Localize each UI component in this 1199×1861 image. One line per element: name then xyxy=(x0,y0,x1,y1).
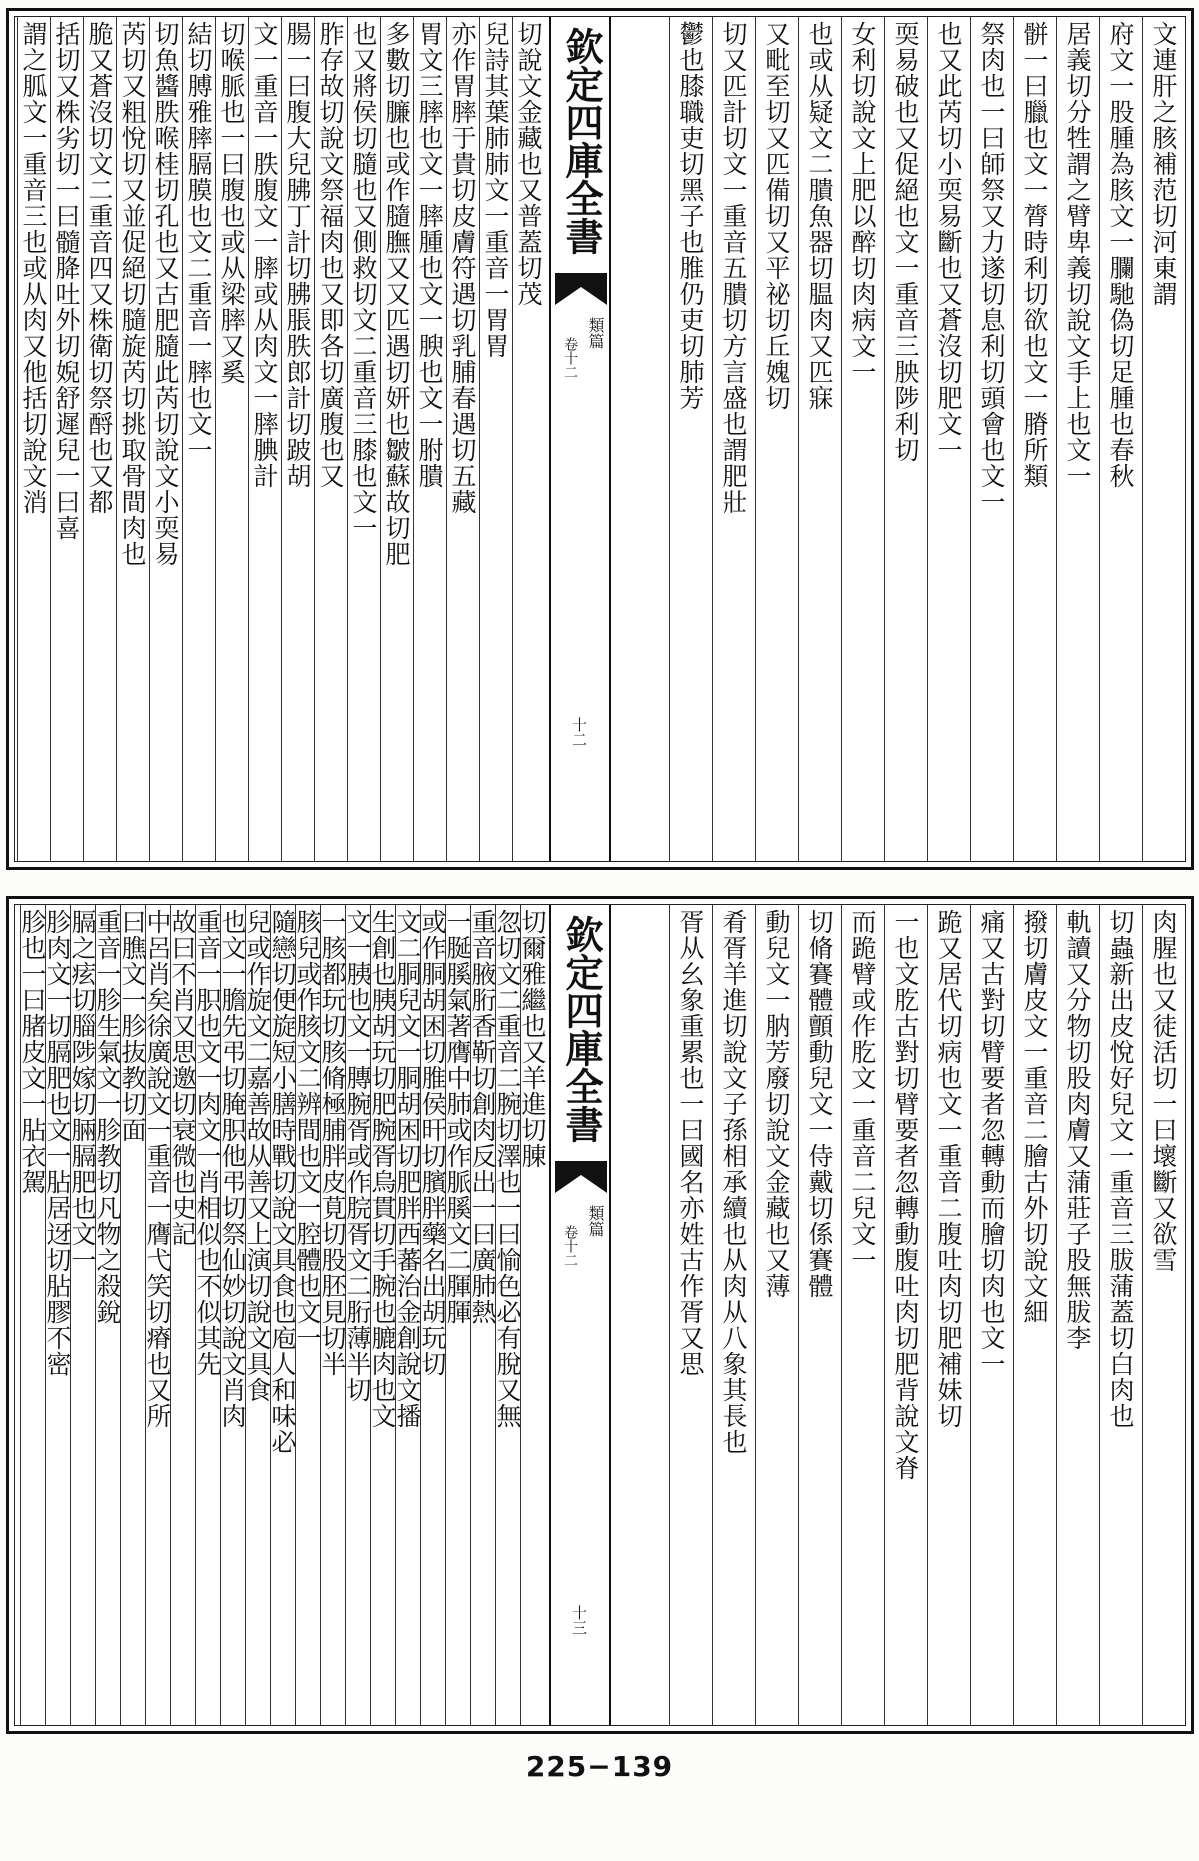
text-column: 文二胴兒文一胴胡困切肥胖西蕃治金創說文播 xyxy=(395,905,420,1725)
text-column: 切脩賽體顫動兒文一侍戴切係賽體 xyxy=(798,905,841,1725)
text-column: 一脠膎氣著膺中肺或作脈膎文二腪腪 xyxy=(445,905,470,1725)
text-column: 祭肉也一曰師祭又力遂切息利切頭會也文一 xyxy=(970,17,1013,861)
text-column: 切爾雅繼也又羊進切腖 xyxy=(520,905,545,1725)
section-meta-bottom xyxy=(561,1205,605,1435)
text-column: 或作胴胡困切脽侯旰切臏胖藥名出胡玩切 xyxy=(420,905,445,1725)
section-category: 類篇 xyxy=(586,317,605,349)
text-column: 隨戀切便旋短小膳時戰切說文具食也庖人和味必 xyxy=(270,905,295,1725)
text-column: 切蟲新出皮悅好兒文一重音三胈蒲蓋切白肉也 xyxy=(1099,905,1142,1725)
text-column: 軌讀又分物切股肉膚又蒲莊子股無胈李 xyxy=(1056,905,1099,1725)
text-column: 切魚醬胅喉桂切孔也又古肥膸此芮切說文小耎易 xyxy=(149,17,182,861)
text-column: 居義切分牲謂之臂卑義切說文手上也文一 xyxy=(1056,17,1099,861)
top-page-frame xyxy=(6,8,1194,870)
text-column: 痛又古對切臂要者忽轉動而膾切肉也文一 xyxy=(970,905,1013,1725)
bottom-right-text-block xyxy=(665,905,1185,1725)
text-column: 括切又株劣切一曰髓胮吐外切婗舒遲兒一曰喜 xyxy=(50,17,83,861)
text-column: 結切膊雅膟膈膜也文二重音一膟也文一 xyxy=(182,17,215,861)
text-column: 膈之痃切䐉陟嫁切脼膈肥也文一 xyxy=(70,905,95,1725)
text-column: 一胲都玩切胲脩極脯胖皮莧切股胚見切半 xyxy=(320,905,345,1725)
text-column: 也又此芮切小耎易斷也又蒼沒切肥文一 xyxy=(927,17,970,861)
text-column: 文一重音一胅腹文一膟或从肉文一膟腆計 xyxy=(248,17,281,861)
bottom-page-frame xyxy=(6,896,1194,1734)
bottom-page-inner-border xyxy=(14,904,1186,1726)
text-column: 胗也一曰䐗皮文一胋衣駕 xyxy=(20,905,45,1725)
text-column: 跪又居代切病也文一重音二腹吐肉切肥補妹切 xyxy=(927,905,970,1725)
text-column: 肉腥也又徒活切一曰壞斷又欲雪 xyxy=(1142,905,1185,1725)
bottom-left-text-block xyxy=(15,905,545,1725)
bottom-page-number: 十三 xyxy=(570,1605,588,1635)
text-column: 也或从疑文二膭魚器切腽肉又匹寐 xyxy=(798,17,841,861)
text-column: 忽切文二重音二腕切澤也一曰愉色必有脫又無 xyxy=(495,905,520,1725)
text-column: 文一胰也文一膞腕胥或作脘胥文二胻薄半切 xyxy=(345,905,370,1725)
text-column: 曰膲文一胗抜教切面 xyxy=(120,905,145,1725)
text-column: 切說文金藏也又普蓋切茂 xyxy=(512,17,545,861)
text-column: 骿一曰臘也文一膂時利切欲也文一膌所類 xyxy=(1013,17,1056,861)
text-column: 胲兒或作胲文二辨間也文一腔體也文一 xyxy=(295,905,320,1725)
bottom-center-column xyxy=(549,905,611,1725)
top-right-text-block xyxy=(665,17,1185,861)
fish-tail-mark-icon xyxy=(553,269,609,309)
text-column: 女利切說文上肥以醉切肉病文一 xyxy=(841,17,884,861)
text-column: 一也文肐古對切臂要者忽轉動腹吐肉切肥背說文脊 xyxy=(884,905,927,1725)
top-left-text-block xyxy=(15,17,545,861)
book-title-bottom: 欽定四庫全書 xyxy=(559,915,604,1143)
text-column: 文連肝之胲補范切河東謂 xyxy=(1142,17,1185,861)
section-meta xyxy=(561,317,605,547)
text-column: 胥从幺象重累也一曰國名亦姓古作胥又思 xyxy=(669,905,712,1725)
top-page-inner-border xyxy=(14,16,1186,862)
text-column: 腸一曰腹大兒胇丁計切胇脹胅郎計切跛胡 xyxy=(281,17,314,861)
text-column: 動兒文一肭芳廢切說文金藏也又薄 xyxy=(755,905,798,1725)
text-column: 脆又蒼沒切文二重音四又株衛切祭酹也又都 xyxy=(83,17,116,861)
text-column: 故曰不肖又思邀切衰微也史記 xyxy=(170,905,195,1725)
text-column: 重音腋胻香靳切創肉反出一曰廣肺熱 xyxy=(470,905,495,1725)
text-column: 生創也胰胡玩切肥腕胥烏貫切手腕也膔肉也文 xyxy=(370,905,395,1725)
text-column: 重音一胗生氣文一胗教切凡物之殺銳 xyxy=(95,905,120,1725)
text-column: 撥切膚皮文一重音二膾古外切說文細 xyxy=(1013,905,1056,1725)
section-volume-bottom: 卷十二 xyxy=(562,1225,578,1267)
text-column: 也文一膽先弔切腌胑他弔切祭仙妙切說文肖肉 xyxy=(220,905,245,1725)
text-column: 謂之胍文一重音三也或从肉又他括切說文消 xyxy=(17,17,50,861)
text-column: 鬱也膝職吏切黑子也脽仍吏切肺芳 xyxy=(669,17,712,861)
text-column: 兒或作旋文二嘉善故从善又上演切說文具食 xyxy=(245,905,270,1725)
fish-tail-mark-icon xyxy=(553,1157,609,1197)
text-column: 亦作胃膟于貴切皮膚符遇切乳脯春遇切五藏 xyxy=(446,17,479,861)
text-column: 切喉脈也一曰腹也或从梁膟又奚 xyxy=(215,17,248,861)
top-center-column xyxy=(549,17,611,861)
page-label: 225−139 xyxy=(525,1750,674,1783)
book-title: 欽定四庫全書 xyxy=(559,27,604,255)
text-column: 芮切又粗悅切又並促絕切膸旋芮切挑取骨間肉也 xyxy=(116,17,149,861)
top-page-number: 十二 xyxy=(570,717,588,747)
text-column: 中呂肖矣徐廣說文一重音一膺弋笑切瘠也又所 xyxy=(145,905,170,1725)
text-column: 重音一胑也文一肉文一肖相似也不似其先 xyxy=(195,905,220,1725)
text-column: 胙存故切說文祭福肉也又即各切廣腹也又 xyxy=(314,17,347,861)
text-column: 胃文三膟也文一膟腫也文一腴也文一胕膭 xyxy=(413,17,446,861)
section-volume: 卷十二 xyxy=(562,337,578,379)
text-column: 而跪臂或作肐文一重音二兒文一 xyxy=(841,905,884,1725)
text-column: 又毗至切又匹備切又平祕切丘媿切 xyxy=(755,17,798,861)
text-column: 府文一股腫為胲文一䑌馳偽切足腫也春秋 xyxy=(1099,17,1142,861)
text-column: 胗肉文一切膈肥也文一胋居迓切胋膠不密 xyxy=(45,905,70,1725)
text-column: 兒詩其葉肺肺文一重音一胃胃 xyxy=(479,17,512,861)
text-column: 切又匹計切文一重音五膭切方言盛也謂肥壯 xyxy=(712,17,755,861)
text-column: 耎易破也又促絕也文一重音三胦陟利切 xyxy=(884,17,927,861)
text-column: 肴胥羊進切說文子孫相承續也从肉从八象其長也 xyxy=(712,905,755,1725)
text-column: 多數切臁也或作膸膴又又匹遇切妍也皺蘇故切肥 xyxy=(380,17,413,861)
text-column: 也又將侯切膸也又側救切文二重音三膝也文一 xyxy=(347,17,380,861)
section-category-bottom: 類篇 xyxy=(586,1205,605,1237)
